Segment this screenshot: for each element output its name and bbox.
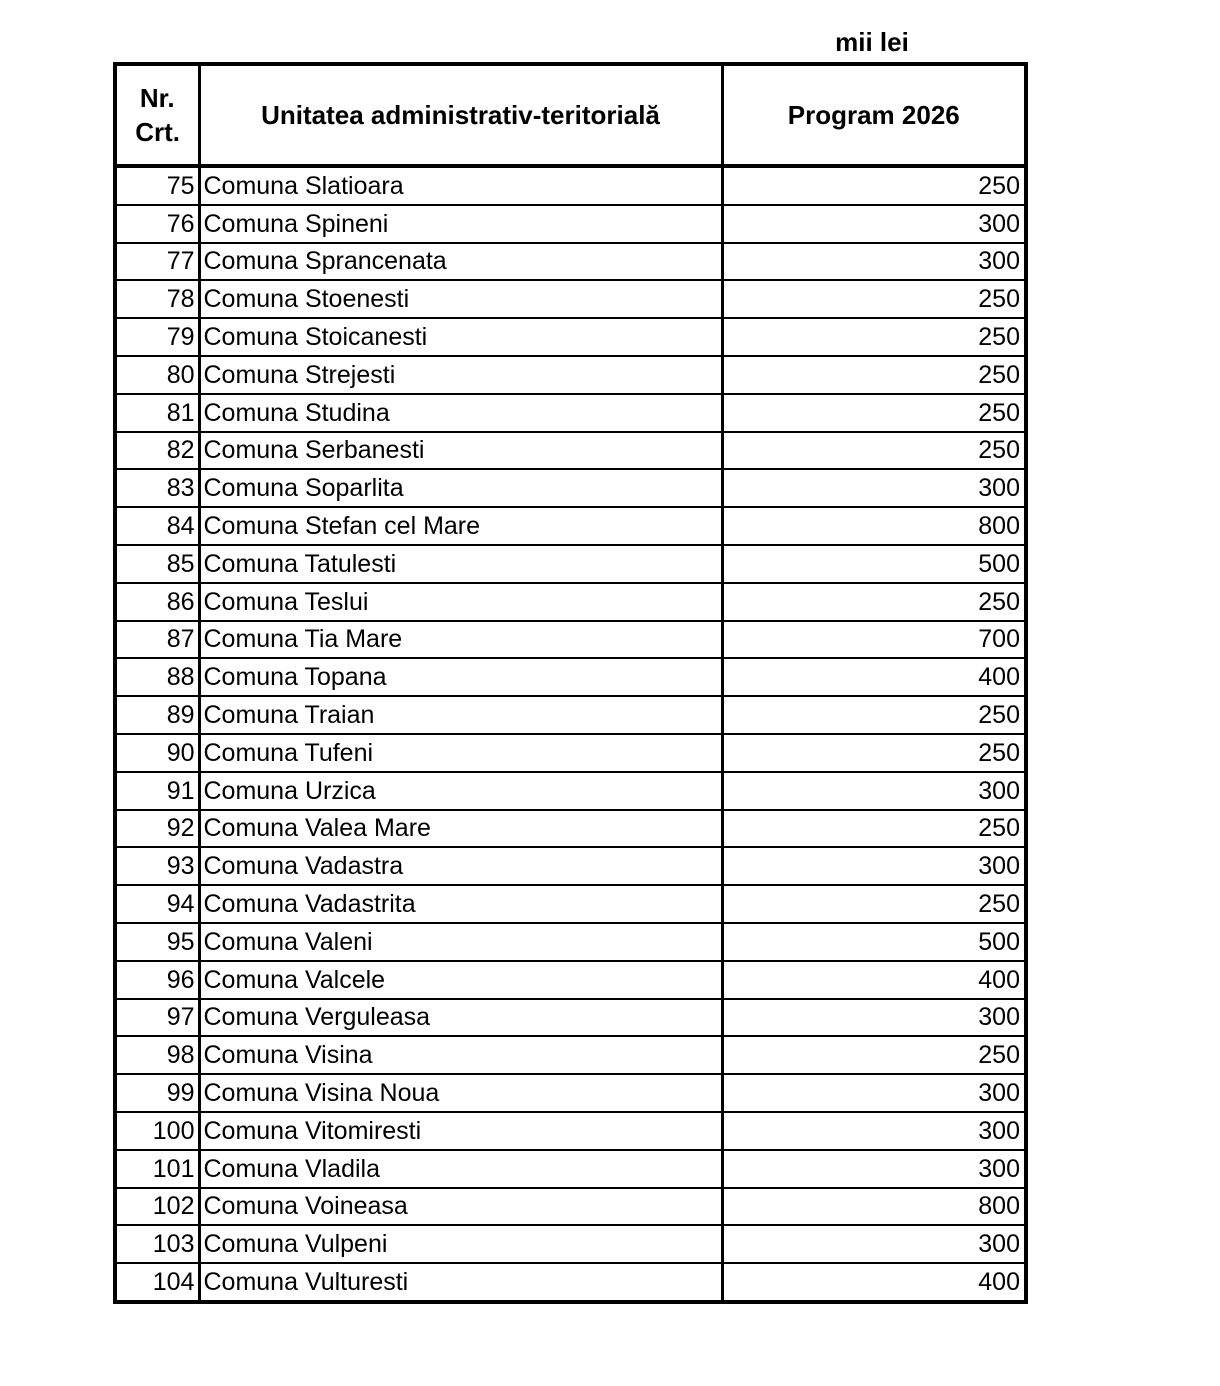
row-unit-name: Comuna Tatulesti [199, 545, 722, 583]
row-nr: 85 [115, 545, 199, 583]
table-row [115, 772, 1026, 810]
row-program-value: 250 [722, 356, 1026, 394]
row-program-value: 250 [722, 280, 1026, 318]
table-row [115, 1188, 1026, 1226]
row-unit-name: Comuna Slatioara [199, 166, 722, 205]
table-row [115, 280, 1026, 318]
row-nr: 96 [115, 961, 199, 999]
row-program-value: 300 [722, 1225, 1026, 1263]
table-row [115, 734, 1026, 772]
header-nr-crt-label: Nr. Crt. [135, 83, 181, 147]
row-unit-name: Comuna Visina Noua [199, 1074, 722, 1112]
row-program-value: 700 [722, 621, 1026, 659]
row-program-value: 300 [722, 1150, 1026, 1188]
row-unit-name: Comuna Urzica [199, 772, 722, 810]
row-program-value: 300 [722, 205, 1026, 243]
row-nr: 83 [115, 469, 199, 507]
row-unit-name: Comuna Stoenesti [199, 280, 722, 318]
table-row [115, 583, 1026, 621]
table-row [115, 810, 1026, 848]
row-nr: 98 [115, 1036, 199, 1074]
row-nr: 89 [115, 696, 199, 734]
table-header [115, 64, 1026, 166]
row-program-value: 300 [722, 469, 1026, 507]
row-nr: 99 [115, 1074, 199, 1112]
table-row [115, 999, 1026, 1037]
row-unit-name: Comuna Vulturesti [199, 1263, 722, 1302]
row-nr: 79 [115, 318, 199, 356]
row-program-value: 300 [722, 999, 1026, 1037]
row-unit-name: Comuna Sprancenata [199, 243, 722, 281]
row-nr: 77 [115, 243, 199, 281]
row-program-value: 250 [722, 583, 1026, 621]
row-nr: 78 [115, 280, 199, 318]
row-unit-name: Comuna Strejesti [199, 356, 722, 394]
row-nr: 91 [115, 772, 199, 810]
row-program-value: 250 [722, 166, 1026, 205]
row-program-value: 300 [722, 772, 1026, 810]
header-nr-crt [115, 64, 199, 166]
row-program-value: 250 [722, 734, 1026, 772]
row-program-value: 500 [722, 923, 1026, 961]
row-nr: 94 [115, 885, 199, 923]
row-program-value: 500 [722, 545, 1026, 583]
table-row [115, 1074, 1026, 1112]
row-unit-name: Comuna Visina [199, 1036, 722, 1074]
row-nr: 81 [115, 394, 199, 432]
table-row [115, 507, 1026, 545]
row-unit-name: Comuna Studina [199, 394, 722, 432]
allocation-table [113, 62, 1028, 1304]
table-row [115, 1036, 1026, 1074]
table-row [115, 356, 1026, 394]
row-program-value: 250 [722, 810, 1026, 848]
header-row [115, 64, 1026, 166]
table-row [115, 318, 1026, 356]
row-unit-name: Comuna Stefan cel Mare [199, 507, 722, 545]
table-row [115, 545, 1026, 583]
table-row [115, 961, 1026, 999]
row-nr: 95 [115, 923, 199, 961]
row-unit-name: Comuna Topana [199, 658, 722, 696]
table-row [115, 205, 1026, 243]
row-unit-name: Comuna Serbanesti [199, 432, 722, 470]
table-row [115, 166, 1026, 205]
row-unit-name: Comuna Voineasa [199, 1188, 722, 1226]
row-program-value: 250 [722, 696, 1026, 734]
table-row [115, 885, 1026, 923]
table-row [115, 394, 1026, 432]
row-unit-name: Comuna Valea Mare [199, 810, 722, 848]
row-unit-name: Comuna Tufeni [199, 734, 722, 772]
table-row [115, 847, 1026, 885]
table-row [115, 1263, 1026, 1302]
row-program-value: 250 [722, 1036, 1026, 1074]
row-program-value: 800 [722, 1188, 1026, 1226]
row-unit-name: Comuna Stoicanesti [199, 318, 722, 356]
row-program-value: 300 [722, 243, 1026, 281]
table-row [115, 923, 1026, 961]
row-unit-name: Comuna Soparlita [199, 469, 722, 507]
row-nr: 88 [115, 658, 199, 696]
row-nr: 86 [115, 583, 199, 621]
table-row [115, 432, 1026, 470]
row-program-value: 250 [722, 394, 1026, 432]
row-nr: 75 [115, 166, 199, 205]
header-unit: Unitatea administrativ-teritorială [199, 64, 722, 166]
row-program-value: 400 [722, 1263, 1026, 1302]
row-unit-name: Comuna Vitomiresti [199, 1112, 722, 1150]
row-program-value: 250 [722, 432, 1026, 470]
row-program-value: 300 [722, 1112, 1026, 1150]
row-unit-name: Comuna Traian [199, 696, 722, 734]
row-unit-name: Comuna Teslui [199, 583, 722, 621]
table-body [115, 166, 1026, 1302]
row-nr: 92 [115, 810, 199, 848]
row-nr: 82 [115, 432, 199, 470]
row-unit-name: Comuna Valeni [199, 923, 722, 961]
row-nr: 97 [115, 999, 199, 1037]
row-unit-name: Comuna Vulpeni [199, 1225, 722, 1263]
row-program-value: 400 [722, 658, 1026, 696]
row-program-value: 400 [722, 961, 1026, 999]
row-nr: 101 [115, 1150, 199, 1188]
table-row [115, 243, 1026, 281]
row-nr: 104 [115, 1263, 199, 1302]
row-nr: 76 [115, 205, 199, 243]
row-program-value: 300 [722, 847, 1026, 885]
row-nr: 90 [115, 734, 199, 772]
row-nr: 87 [115, 621, 199, 659]
row-program-value: 800 [722, 507, 1026, 545]
row-nr: 103 [115, 1225, 199, 1263]
row-nr: 100 [115, 1112, 199, 1150]
row-nr: 102 [115, 1188, 199, 1226]
table-row [115, 1112, 1026, 1150]
table-row [115, 658, 1026, 696]
row-unit-name: Comuna Valcele [199, 961, 722, 999]
row-program-value: 250 [722, 318, 1026, 356]
table-row [115, 469, 1026, 507]
table-row [115, 621, 1026, 659]
row-unit-name: Comuna Vladila [199, 1150, 722, 1188]
row-unit-name: Comuna Verguleasa [199, 999, 722, 1037]
table-row [115, 1225, 1026, 1263]
row-nr: 84 [115, 507, 199, 545]
row-nr: 80 [115, 356, 199, 394]
row-unit-name: Comuna Tia Mare [199, 621, 722, 659]
row-unit-name: Comuna Vadastra [199, 847, 722, 885]
row-unit-name: Comuna Spineni [199, 205, 722, 243]
row-unit-name: Comuna Vadastrita [199, 885, 722, 923]
row-nr: 93 [115, 847, 199, 885]
table-row [115, 696, 1026, 734]
row-program-value: 250 [722, 885, 1026, 923]
header-program-2026: Program 2026 [722, 64, 1026, 166]
currency-unit-label: mii lei [835, 27, 909, 57]
table-row [115, 1150, 1026, 1188]
row-program-value: 300 [722, 1074, 1026, 1112]
